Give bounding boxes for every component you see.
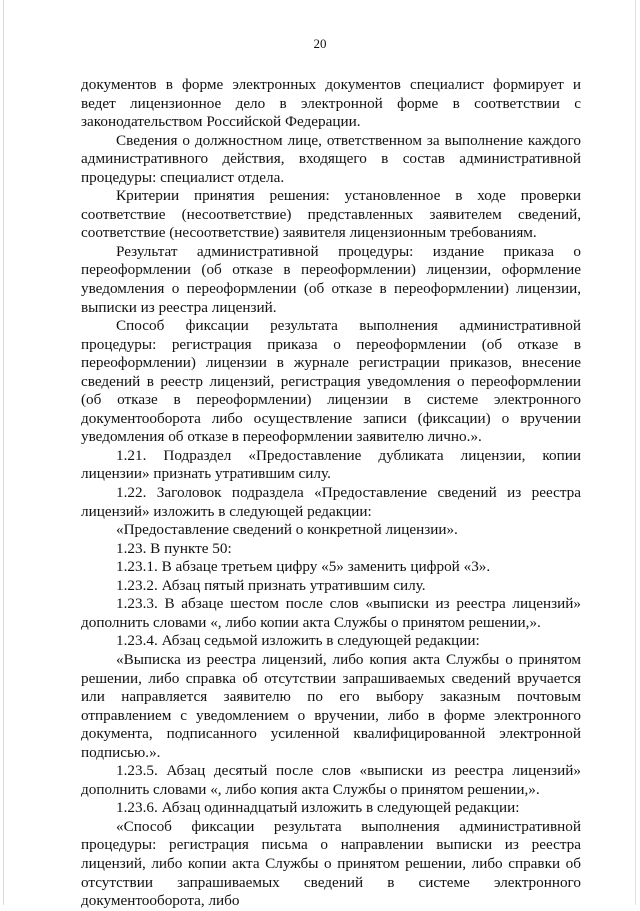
- paragraph: документов в форме электронных документов специалист формирует и ведет лицензионное дело в электронной форме в соответствии с законодательством Российской Федерации.: [81, 76, 581, 131]
- paragraph: Способ фиксации результата выполнения административной процедуры: регистрация приказа о переоформлении (об отказе в переоформлении) лицензии в журнале регистрации приказов, внесение сведений в реестр лицензий, регистрация уведомления о переоформлении (об отказе в переоформлении) лицензии в системе электронного документооборота либо осуществление записи (фиксации) о вручении уведомления об отказе в переоформлении заявителю лично.».: [81, 317, 581, 446]
- paragraph: «Предоставление сведений о конкретной лицензии».: [116, 521, 458, 539]
- paragraph: 1.23.1. В абзаце третьем цифру «5» заменить цифрой «3».: [116, 558, 491, 576]
- paragraph: 1.23.4. Абзац седьмой изложить в следующей редакции:: [116, 632, 480, 650]
- paragraph: 1.23.6. Абзац одиннадцатый изложить в следующей редакции:: [116, 799, 520, 817]
- paragraph: 1.21. Подраздел «Предоставление дубликата лицензии, копии лицензии» признать утратившим силу.: [81, 446, 581, 483]
- paragraph: Сведения о должностном лице, ответственном за выполнение каждого административного действия, входящего в состав административной процедуры: специалист отдела.: [81, 131, 581, 186]
- paragraph: 1.23.2. Абзац пятый признать утратившим силу.: [116, 576, 426, 594]
- paragraph: «Выписка из реестра лицензий, либо копия акта Службы о принятом решении, либо справка об отсутствии запрашиваемых сведений вручается или направляется заявителю по его выбору заказным почтовым отправлением с уведомлением о вручении, либо в форме электронного документа, подписанного усиленной квалифицированной электронной подписью.».: [81, 650, 581, 761]
- paragraph: 1.23.3. В абзаце шестом после слов «выписки из реестра лицензий» дополнить словами «, либо копии акта Службы о принятом решении,».: [81, 595, 581, 631]
- page-number: 20: [313, 36, 327, 51]
- paragraph: Результат административной процедуры: издание приказа о переоформлении (об отказе в переоформлении) лицензии, оформление уведомления о переоформлении (об отказе в переоформлении) лицензии, выписки из реестра лицензий.: [81, 242, 581, 316]
- paragraph: 1.23.5. Абзац десятый после слов «выписки из реестра лицензий» дополнить словами «, либо копия акта Службы о принятом решении,».: [81, 762, 581, 798]
- scan-edge-left: [3, 0, 4, 905]
- scan-edge-right: [635, 0, 636, 905]
- paragraph: «Способ фиксации результата выполнения административной процедуры: регистрация письма о направлении выписки из реестра лицензий, либо копии акта Службы о принятом решении, либо справки об отсутствии запрашиваемых сведений в системе электронного документооборота, либо: [81, 817, 581, 910]
- paragraph: Критерии принятия решения: установленное в ходе проверки соответствие (несоответствие) представленных заявителем сведений, соответствие (несоответствие) заявителя лицензионным требованиям.: [81, 187, 581, 242]
- paragraph: 1.22. Заголовок подраздела «Предоставление сведений из реестра лицензий» изложить в следующей редакции:: [81, 484, 581, 520]
- document-body: [81, 76, 581, 911]
- paragraph: 1.23. В пункте 50:: [116, 539, 232, 557]
